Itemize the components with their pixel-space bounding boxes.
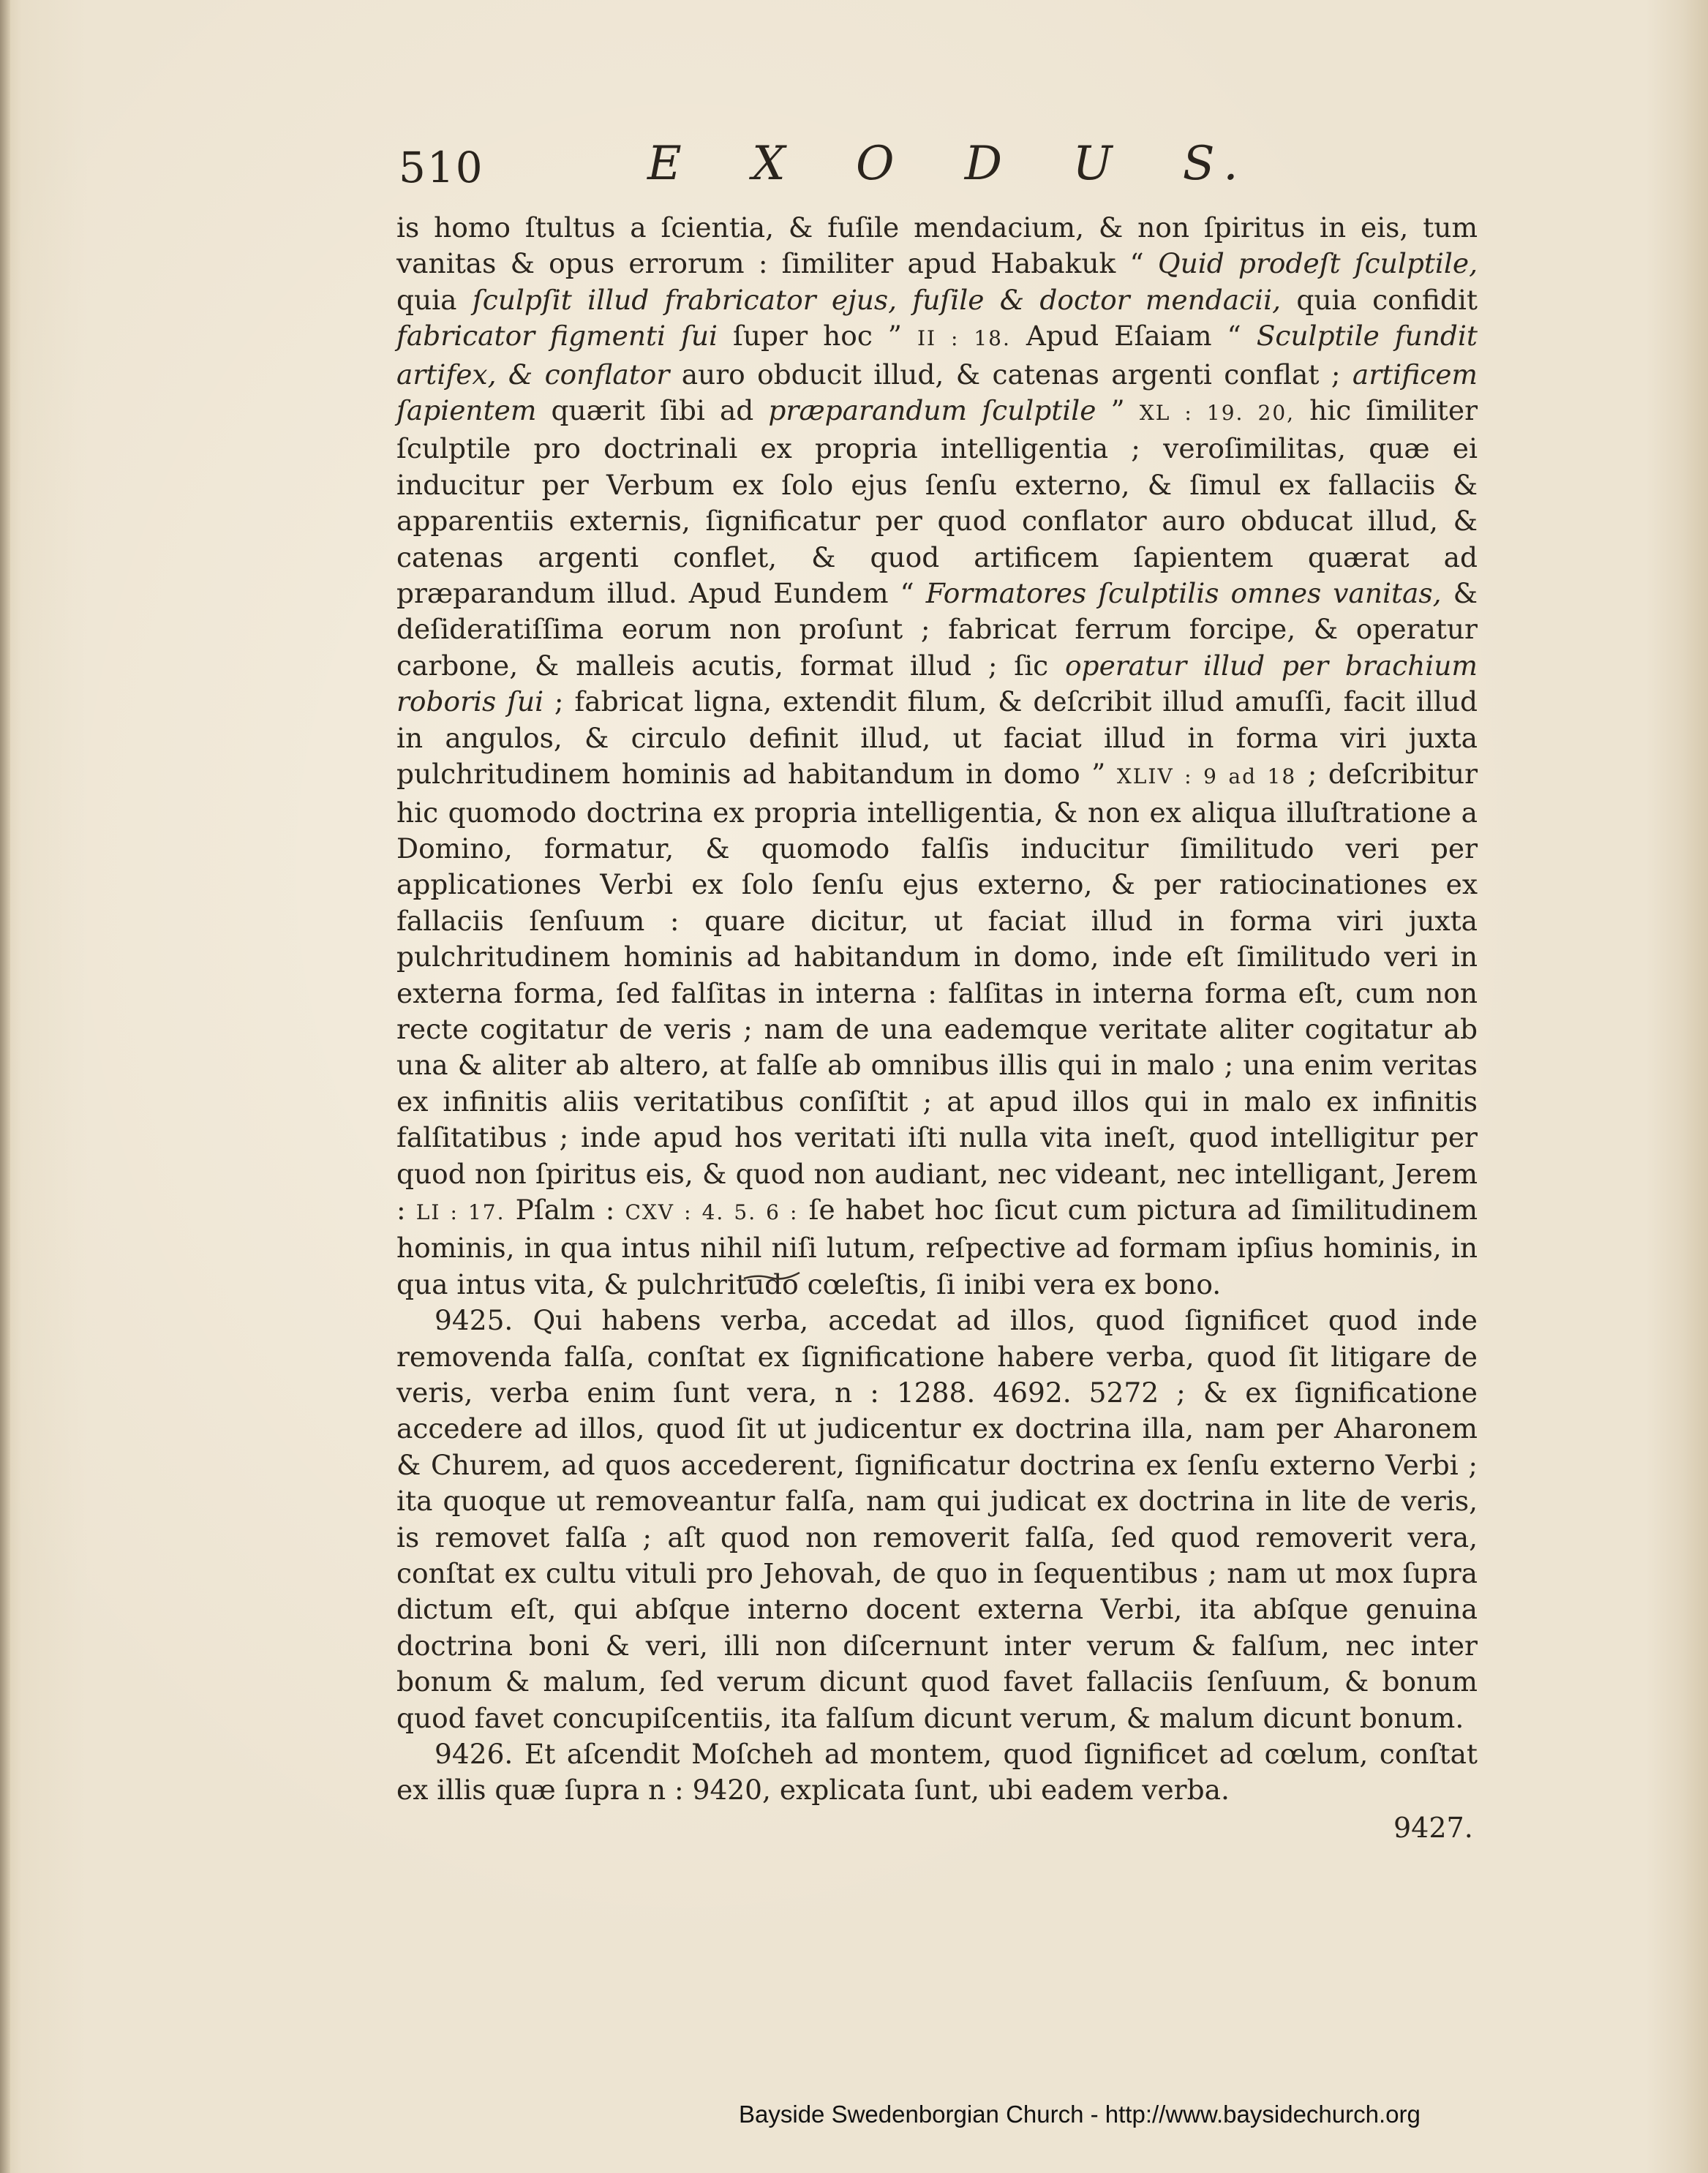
watermark-link[interactable]: Bayside Swedenborgian Church - http://www.baysidechurch.org <box>739 2101 1421 2128</box>
ink-mark <box>742 1271 801 1283</box>
paragraph-9425: 9425. Qui habens verba, accedat ad illos, quod ſignificet quod inde removenda falſa, conſtat ex ſignificatione habere verba, quod ſit litigare de veris, verba enim ſunt vera, n : 1288. 4692. 5272 ; & ex ſignificatione accedere ad illos, quod ſit ut judicentur ex doctrina illa, nam per Aharonem & Churem, ad quos accederent, ſignificatur doctrina ex ſenſu externo Verbi ; ita quoque ut removeantur falſa, nam qui judicat ex doctrina in lite de veris, is removet falſa ; aſt quod non removerit falſa, ſed quod removerit vera, conſtat ex cultu vituli pro Jehovah, de quo in ſequentibus ; nam ut mox ſupra dictum eſt, qui abſque interno docent externa Verbi, ita abſque genuina doctrina boni & veri, illi non diſcernunt inter verum & falſum, nec inter bonum & malum, ſed verum dicunt quod favet fallaciis ſenſuum, & bonum quod favet concupiſcentiis, ita falſum dicunt verum, & malum dicunt bonum. <box>396 1304 1478 1734</box>
page-gutter-shadow <box>0 0 10 2173</box>
page-number: 510 <box>399 143 484 192</box>
paragraph-continued: is homo ſtultus a ſcientia, & fuſile mendacium, & non ſpiritus in eis, tum vanitas & opus errorum : ſimiliter apud Habakuk “ Quid prodeſt ſculptile, quia ſculpſit illud frabricator ejus, fuſile & doctor mendacii, quia confidit fabricator figmenti ſui ſuper hoc ” II : 18. Apud Eſaiam “ Sculptile fundit artifex, & conflator auro obducit illud, & catenas argenti conflat ; artificem ſapientem quærit ſibi ad præparandum ſculptile ” XL : 19. 20, hic ſimiliter ſculptile pro doctrinali ex propria intelligentia ; veroſimilitas, quæ ei inducitur per Verbum ex ſolo ejus ſenſu externo, & ſimul ex fallaciis & apparentiis externis, ſignificatur per quod conflator auro obducat illud, & catenas argenti conflet, & quod artificem ſapientem quærat ad præparandum illud. Apud Eundem “ Formatores ſculptilis omnes vanitas, & deſideratiſſima eorum non proſunt ; fabricat ferrum forcipe, & operatur carbone, & malleis acutis, format illud ; ſic operatur illud per brachium roboris ſui ; fabricat ligna, extendit filum, & deſcribit illud amuſſi, facit illud in angulos, & circulo definit illud, ut faciat illud in forma viri juxta pulchritudinem hominis ad habitandum in domo ” XLIV : 9 ad 18 ; deſcribitur hic quomodo doctrina ex propria intelligentia, & non ex aliqua illuſtratione a Domino, formatur, & quomodo falſis inducitur ſimilitudo veri per applicationes Verbi ex ſolo ſenſu ejus externo, & per ratiocinationes ex fallaciis ſenſuum : quare dicitur, ut faciat illud in forma viri juxta pulchritudinem hominis ad habitandum in domo, inde eſt ſimilitudo veri in externa forma, ſed falſitas in interna : falſitas in interna forma eſt, cum non recte cogitatur de veris ; nam de una eademque veritate aliter cogitatur ab una & aliter ab altero, at falſe ab omnibus illis qui in malo ; una enim veritas ex infinitis aliis veritatibus conſiſtit ; at apud illos qui in malo ex infinitis falſitatibus ; inde apud hos veritati iſti nulla vita ineſt, quod intelligitur per quod non ſpiritus eis, & quod non audiant, nec videant, nec intelligant, Jerem : LI : 17. Pſalm : CXV : 4. 5. 6 : ſe habet hoc ſicut cum pictura ad ſimilitudinem hominis, in qua intus nihil niſi lutum, reſpective ad formam ipſius hominis, in qua intus vita, & pulchritudo cœleſtis, ſi inibi vera ex bono. <box>396 211 1478 1300</box>
running-title: E X O D U S. <box>647 137 1249 191</box>
paragraph-9426: 9426. Et aſcendit Moſcheh ad montem, quod ſignificet ad cœlum, conſtat ex illis quæ ſupra n : 9420, explicata ſunt, ubi eadem verba. <box>396 1738 1478 1807</box>
page-header <box>399 135 1481 201</box>
catchword: 9427. <box>1393 1812 1473 1844</box>
body-text <box>396 210 1478 1809</box>
